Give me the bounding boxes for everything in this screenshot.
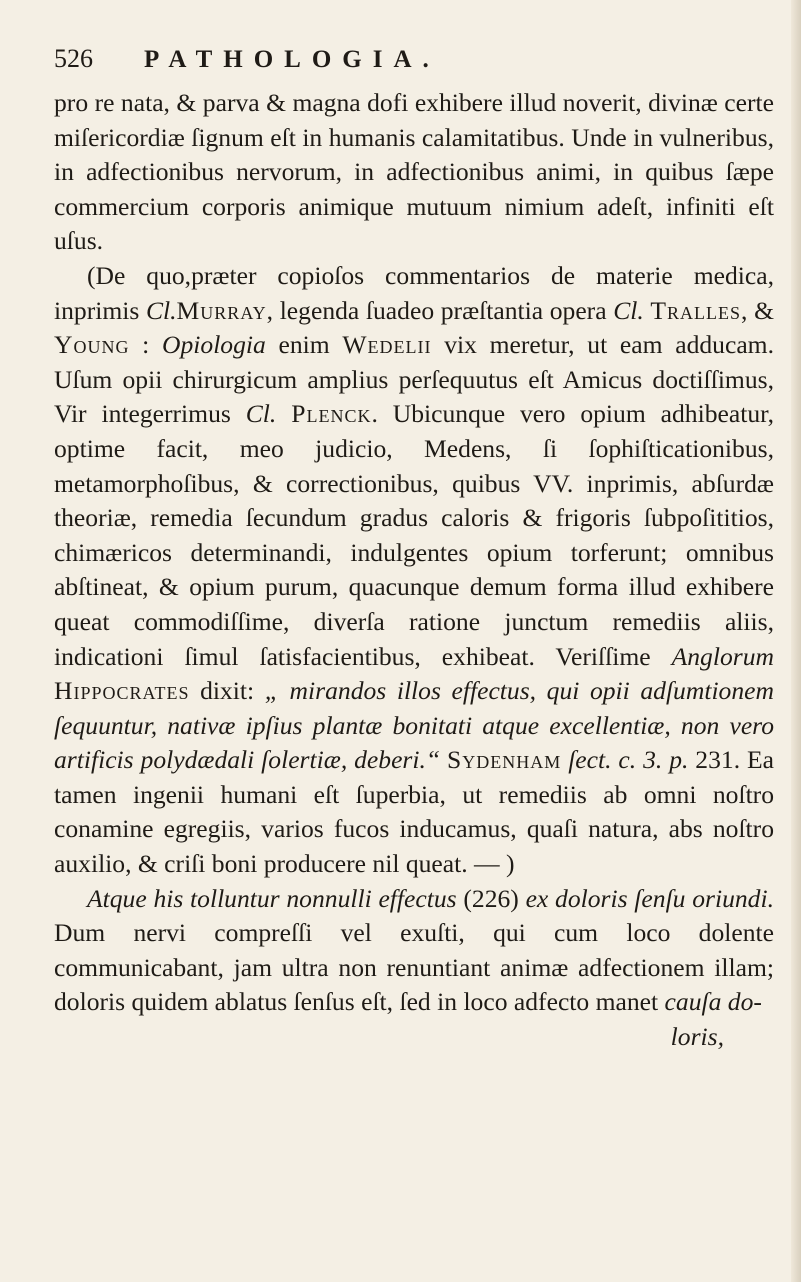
text-run: , & [741, 295, 774, 325]
abbr-cl: Cl. [145, 295, 177, 325]
anglorum-italic: Anglorum [671, 641, 774, 671]
author-plenck: Plenck [291, 399, 372, 429]
author-murray: Murray [176, 295, 267, 325]
text-run: (De quo,præter copioſos commentarios de materie medica, inprimis [54, 260, 774, 325]
text-run: dixit: [189, 676, 265, 706]
author-tralles: Tralles [650, 295, 742, 325]
sydenham-quote: „ mirandos illos effectus, qui opii adſumtionem ſequuntur, nativæ ipſius plantæ bonitati atque excellentiæ, non vero artificis polydædali ſolertiæ, deberi.“ [54, 676, 774, 775]
body-text [54, 86, 774, 1055]
abbr-cl: Cl. [245, 399, 277, 429]
work-opiologia: Opiologia [162, 330, 266, 360]
running-head [54, 40, 774, 82]
text-run: . Ubicunque vero opium adhibeatur, optime facit, meo judicio, Medens, ſi ſophiſticationibus, metamorphoſibus, & correctionibus, quibus VV. inprimis, abſurdæ theoriæ, remedia ſecundum gradus caloris & frigoris ſubpoſititios, chimæricos determinandi, indulgentes opium torferunt; omnibus abſtineat, & opium purum, quacunque demum forma illud exhibere queat commodiſſime, diverſa ratione junctum remediis aliis, indicationi ſimul ſatisfacientibus, exhibeat. Veriſſime [54, 399, 775, 671]
text-run: enim [265, 330, 343, 360]
italic-causa: cauſa do- [664, 987, 762, 1017]
abbr-cl: Cl. [613, 295, 644, 325]
text-run: , legenda ſuadeo præſtantia opera [266, 295, 614, 325]
text-run: vix meretur, ut eam adducam. Uſum opii chirurgicum amplius perſequutus eſt Amicus doctiſſimus, Vir integerrimus [54, 330, 774, 429]
catchword: loris, [670, 1022, 724, 1052]
italic-lead: Atque his tolluntur nonnulli effectus [87, 883, 457, 913]
running-title: PATHOLOGIA. [144, 46, 440, 73]
paragraph-2 [54, 259, 774, 882]
text-run: . Ea tamen ingenii humani eſt ſuperbia, ut remediis ab omni noſtro conamine egregiis, varios fucos inducamus, quaſi natura, abs noſtro auxilio, & criſi boni producere nil queat. — ) [54, 745, 774, 879]
paragraph-3 [54, 882, 774, 1020]
page-number: 526 [54, 44, 93, 73]
section-ref: (226) [463, 883, 519, 913]
text-run: Dum nervi compreſſi vel exuſti, qui cum loco dolente communicabant, jam ultra non renuntiant animæ adfectionem illam; doloris quidem ablatus ſenſus eſt, ſed in loco adfecto manet [54, 918, 774, 1017]
author-wedelius: Wedelii [342, 330, 432, 360]
author-sydenham: Sydenham [447, 745, 562, 775]
author-hippocrates: Hippocrates [54, 676, 190, 706]
author-young: Young [54, 330, 130, 360]
paragraph-1: pro re nata, & parva & magna dofi exhibere illud noverit, divinæ certe miſericordiæ ſignum eſt in humanis calamitatibus. Unde in vulneribus, in adfectionibus nervorum, in adfectionibus animi, in quibus ſæpe commercium corporis animique mutuum nimium adeſt, infiniti eſt uſus. [54, 88, 774, 256]
citation-page: 231 [695, 745, 734, 775]
page-edge-shadow [791, 0, 801, 1282]
text-run: : [129, 330, 162, 360]
citation-section: ſect. c. 3. p. [568, 745, 689, 775]
italic-lead-cont: ex doloris ſenſu oriundi. [525, 883, 774, 913]
